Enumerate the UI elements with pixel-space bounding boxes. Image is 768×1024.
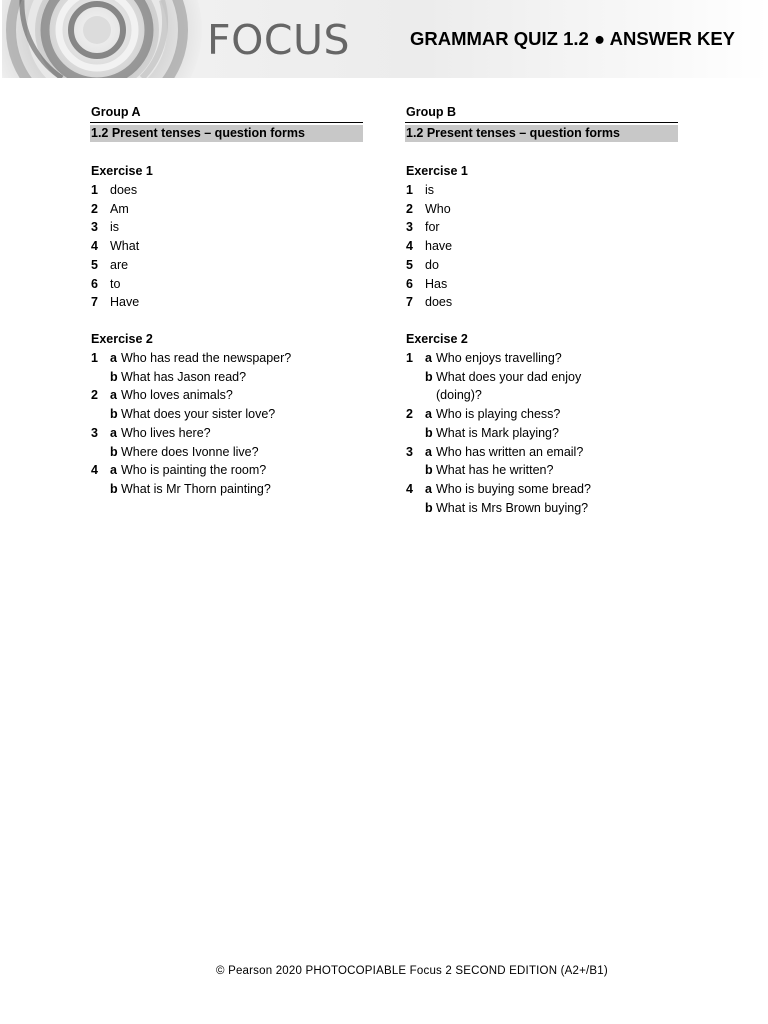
item-letter: b bbox=[110, 444, 118, 459]
exercise-heading: Exercise 2 bbox=[406, 332, 468, 346]
answer-text: Who lives here? bbox=[121, 425, 211, 440]
item-number: 5 bbox=[406, 257, 413, 272]
item-letter: a bbox=[110, 350, 117, 365]
answer-text: Who has written an email? bbox=[436, 444, 584, 459]
item-letter: a bbox=[110, 388, 117, 403]
answer-text: What is Mrs Brown buying? bbox=[436, 500, 589, 515]
answer-row bbox=[90, 443, 363, 462]
answer-row bbox=[405, 368, 678, 387]
item-letter: b bbox=[425, 425, 433, 440]
answer-row bbox=[405, 424, 678, 443]
answer-text: have bbox=[425, 239, 453, 253]
item-letter: b bbox=[425, 463, 433, 478]
item-letter: a bbox=[110, 425, 117, 440]
exercise-heading: Exercise 1 bbox=[406, 164, 468, 178]
answer-row bbox=[405, 181, 678, 200]
item-number: 2 bbox=[406, 201, 413, 216]
item-letter: a bbox=[425, 407, 432, 421]
answer-row bbox=[90, 349, 363, 368]
item-number: 1 bbox=[406, 182, 413, 197]
answer-text: Have bbox=[110, 295, 140, 310]
item-letter bbox=[425, 386, 436, 405]
group-title: Group B bbox=[405, 103, 678, 123]
answer-row bbox=[90, 218, 363, 237]
answer-text: (doing)? bbox=[436, 388, 482, 403]
item-number: 7 bbox=[406, 295, 413, 310]
answer-row bbox=[405, 275, 678, 294]
item-number: 4 bbox=[91, 463, 98, 478]
answer-row bbox=[90, 461, 363, 480]
page-footer: © Pearson 2020 PHOTOCOPIABLE Focus 2 SECOND EDITION (A2+/B1) bbox=[216, 965, 608, 977]
item-number: 7 bbox=[91, 295, 98, 310]
item-number: 4 bbox=[406, 239, 413, 253]
section-heading: 1.2 Present tenses – question forms bbox=[90, 125, 363, 142]
answer-text: Has bbox=[425, 276, 448, 291]
answer-row bbox=[405, 480, 678, 499]
answer-text: Who bbox=[425, 201, 451, 216]
answer-text: does bbox=[425, 295, 453, 310]
answer-text: Who is painting the room? bbox=[121, 463, 267, 478]
answer-text: Who is buying some bread? bbox=[436, 482, 591, 496]
item-number bbox=[406, 424, 425, 443]
item-number bbox=[91, 368, 110, 387]
group-a-column bbox=[90, 103, 363, 499]
answer-row bbox=[405, 461, 678, 480]
exercise-2 bbox=[90, 330, 363, 499]
item-number: 6 bbox=[406, 276, 413, 291]
item-number bbox=[91, 405, 110, 424]
item-number: 1 bbox=[91, 182, 98, 197]
item-number: 2 bbox=[91, 201, 98, 216]
answer-row bbox=[90, 293, 363, 312]
answer-row bbox=[90, 405, 363, 424]
item-number: 6 bbox=[91, 276, 98, 291]
item-number: 4 bbox=[406, 482, 413, 496]
answer-row bbox=[405, 293, 678, 312]
item-number bbox=[406, 368, 425, 387]
page-title: GRAMMAR QUIZ 1.2 ● ANSWER KEY bbox=[410, 28, 736, 49]
item-number: 4 bbox=[91, 239, 98, 253]
item-letter: a bbox=[425, 444, 432, 459]
answer-text: Am bbox=[110, 201, 129, 216]
answer-row bbox=[90, 200, 363, 219]
section-heading: 1.2 Present tenses – question forms bbox=[405, 125, 678, 142]
item-letter: b bbox=[425, 369, 433, 384]
answer-row bbox=[405, 443, 678, 462]
item-number: 3 bbox=[406, 444, 413, 459]
answer-row bbox=[90, 480, 363, 499]
answer-row bbox=[90, 237, 363, 256]
answer-text: Where does Ivonne live? bbox=[121, 444, 259, 459]
item-number: 1 bbox=[406, 350, 413, 365]
item-number: 2 bbox=[91, 388, 98, 403]
focus-logo-swirl-graphic bbox=[2, 0, 202, 78]
answer-row bbox=[405, 256, 678, 275]
answer-text: What has he written? bbox=[436, 463, 554, 478]
item-letter: a bbox=[425, 482, 432, 496]
answer-text: What does your dad enjoy bbox=[436, 369, 582, 384]
answer-text: for bbox=[425, 220, 440, 235]
answer-row bbox=[90, 368, 363, 387]
item-number bbox=[406, 386, 425, 405]
answer-text: What does your sister love? bbox=[121, 407, 276, 421]
answer-text: are bbox=[110, 257, 129, 272]
item-letter: b bbox=[110, 482, 118, 496]
item-number: 3 bbox=[91, 425, 98, 440]
answer-row bbox=[405, 349, 678, 368]
answer-text: to bbox=[110, 276, 121, 291]
group-b-column bbox=[405, 103, 678, 518]
item-letter: a bbox=[110, 463, 117, 478]
page-header bbox=[2, 0, 768, 78]
answer-text: is bbox=[425, 182, 435, 197]
answer-row bbox=[90, 424, 363, 443]
item-number: 3 bbox=[91, 220, 98, 235]
exercise-1 bbox=[90, 162, 363, 312]
answer-row bbox=[90, 386, 363, 405]
answer-text: do bbox=[425, 257, 439, 272]
exercise-1 bbox=[405, 162, 678, 312]
answer-row bbox=[90, 256, 363, 275]
answer-text: Who has read the newspaper? bbox=[121, 350, 292, 365]
group-title: Group A bbox=[90, 103, 363, 123]
answer-row bbox=[405, 499, 678, 518]
answer-text: What bbox=[110, 239, 140, 253]
item-number: 2 bbox=[406, 407, 413, 421]
item-letter: a bbox=[425, 350, 432, 365]
answer-row bbox=[405, 200, 678, 219]
item-number: 3 bbox=[406, 220, 413, 235]
answer-text: is bbox=[110, 220, 120, 235]
answer-row bbox=[405, 218, 678, 237]
answer-row bbox=[90, 275, 363, 294]
answer-row bbox=[90, 181, 363, 200]
item-number bbox=[91, 443, 110, 462]
item-letter: b bbox=[425, 500, 433, 515]
answer-text: What is Mr Thorn painting? bbox=[121, 482, 271, 496]
answer-row bbox=[405, 386, 678, 405]
answer-text: Who enjoys travelling? bbox=[436, 350, 562, 365]
item-letter: b bbox=[110, 407, 118, 421]
answer-row bbox=[405, 405, 678, 424]
answer-text: What is Mark playing? bbox=[436, 425, 559, 440]
brand-logo-text: FOCUS bbox=[207, 16, 351, 64]
exercise-heading: Exercise 2 bbox=[91, 332, 153, 346]
item-number bbox=[406, 461, 425, 480]
item-number: 5 bbox=[91, 257, 98, 272]
item-number bbox=[406, 499, 425, 518]
item-letter: b bbox=[110, 369, 118, 384]
answer-text: Who is playing chess? bbox=[436, 407, 561, 421]
answer-row bbox=[405, 237, 678, 256]
item-number bbox=[91, 480, 110, 499]
answer-text: What has Jason read? bbox=[121, 369, 247, 384]
exercise-2 bbox=[405, 330, 678, 518]
answer-text: does bbox=[110, 182, 138, 197]
item-number: 1 bbox=[91, 350, 98, 365]
exercise-heading: Exercise 1 bbox=[91, 164, 153, 178]
answer-text: Who loves animals? bbox=[121, 388, 233, 403]
